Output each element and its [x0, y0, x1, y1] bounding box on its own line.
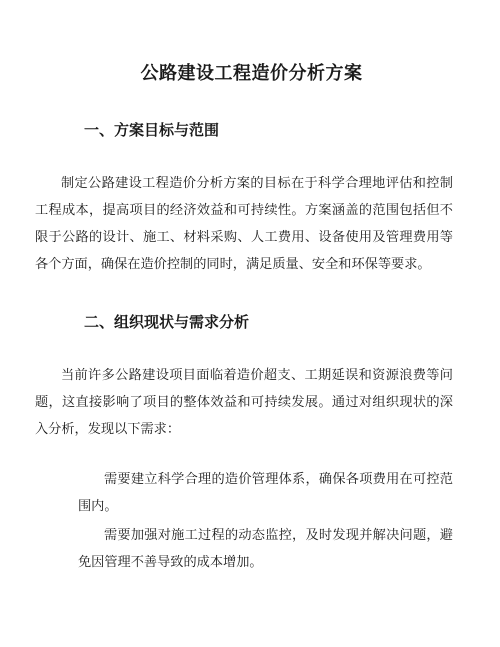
section-heading-analysis: 二、组织现状与需求分析 [84, 313, 250, 331]
need-item: 需要加强对施工过程的动态监控，及时发现并解决问题，避免因管理不善导致的成本增加。 [78, 528, 453, 570]
paragraph-analysis: 当前许多公路建设项目面临着造价超支、工期延误和资源浪费等问题，这直接影响了项目的整体效益和可持续发展。通过对组织现状的深入分析，发现以下需求： [35, 368, 453, 437]
need-item: 需要建立科学合理的造价管理体系，确保各项费用在可控范围内。 [78, 472, 453, 514]
document-title: 公路建设工程造价分析方案 [140, 63, 363, 84]
paragraph-goals: 制定公路建设工程造价分析方案的目标在于科学合理地评估和控制工程成本，提高项目的经济效益和可持续性。方案涵盖的范围包括但不限于公路的设计、施工、材料采购、人工费用、设备使用及管理费用等各个方面，确保在造价控制的同时，满足质量、安全和环保等要求。 [35, 176, 453, 272]
section-heading-goals: 一、方案目标与范围 [84, 121, 220, 139]
